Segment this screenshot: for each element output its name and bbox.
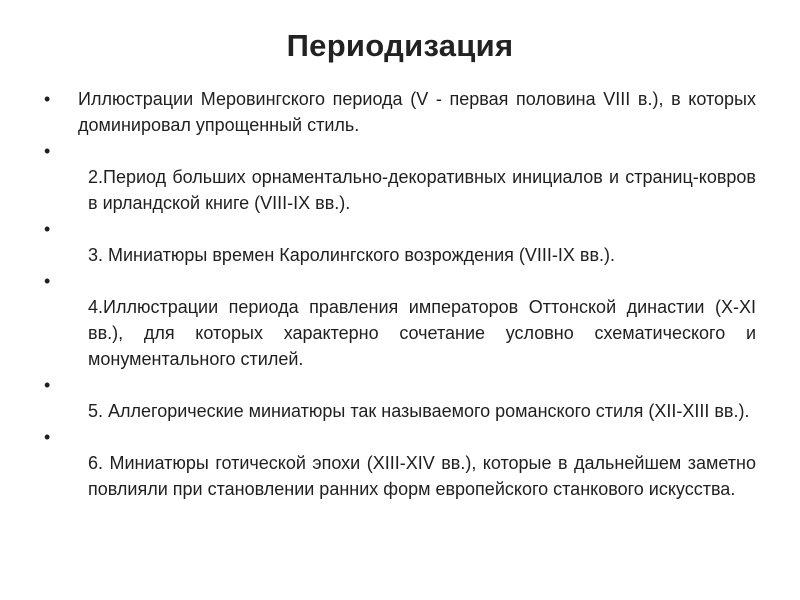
bullet-icon: • <box>44 271 51 291</box>
list-item-text: 6. Миниатюры готической эпохи (XIII-XIV вв.), которые в дальнейшем заметно повлияли при становлении ранних форм европейского станкового искусства. <box>88 453 756 499</box>
list-item <box>44 372 756 424</box>
list-item <box>44 268 756 372</box>
blank-line <box>78 424 756 450</box>
blank-line <box>78 268 756 294</box>
list-item <box>44 138 756 216</box>
list-item-text: 3. Миниатюры времен Каролингского возрождения (VIII-IX вв.). <box>88 245 616 265</box>
bullet-icon: • <box>44 375 51 395</box>
list-item-text: 2.Период больших орнаментально-декоративных инициалов и страниц-ковров в ирландской книге (VIII-IX вв.). <box>88 167 756 213</box>
bullet-icon: • <box>44 89 51 109</box>
bullet-list <box>44 86 756 502</box>
bullet-icon: • <box>44 141 51 161</box>
list-item <box>44 216 756 268</box>
bullet-icon: • <box>44 219 51 239</box>
list-item <box>44 424 756 502</box>
blank-line <box>78 138 756 164</box>
list-item-text: 5. Аллегорические миниатюры так называемого романского стиля (XII-XIII вв.). <box>88 401 750 421</box>
slide-title: Периодизация <box>286 28 514 63</box>
list-item <box>44 86 756 138</box>
list-item-text: 4.Иллюстрации периода правления императоров Оттонской династии (X-XI вв.), для которых характерно сочетание условно схематического и монументального стилей. <box>88 297 756 369</box>
blank-line <box>78 372 756 398</box>
blank-line <box>78 216 756 242</box>
bullet-icon: • <box>44 427 51 447</box>
list-item-text: Иллюстрации Меровингского периода (V - первая половина VIII в.), в которых доминировал упрощенный стиль. <box>78 89 756 135</box>
